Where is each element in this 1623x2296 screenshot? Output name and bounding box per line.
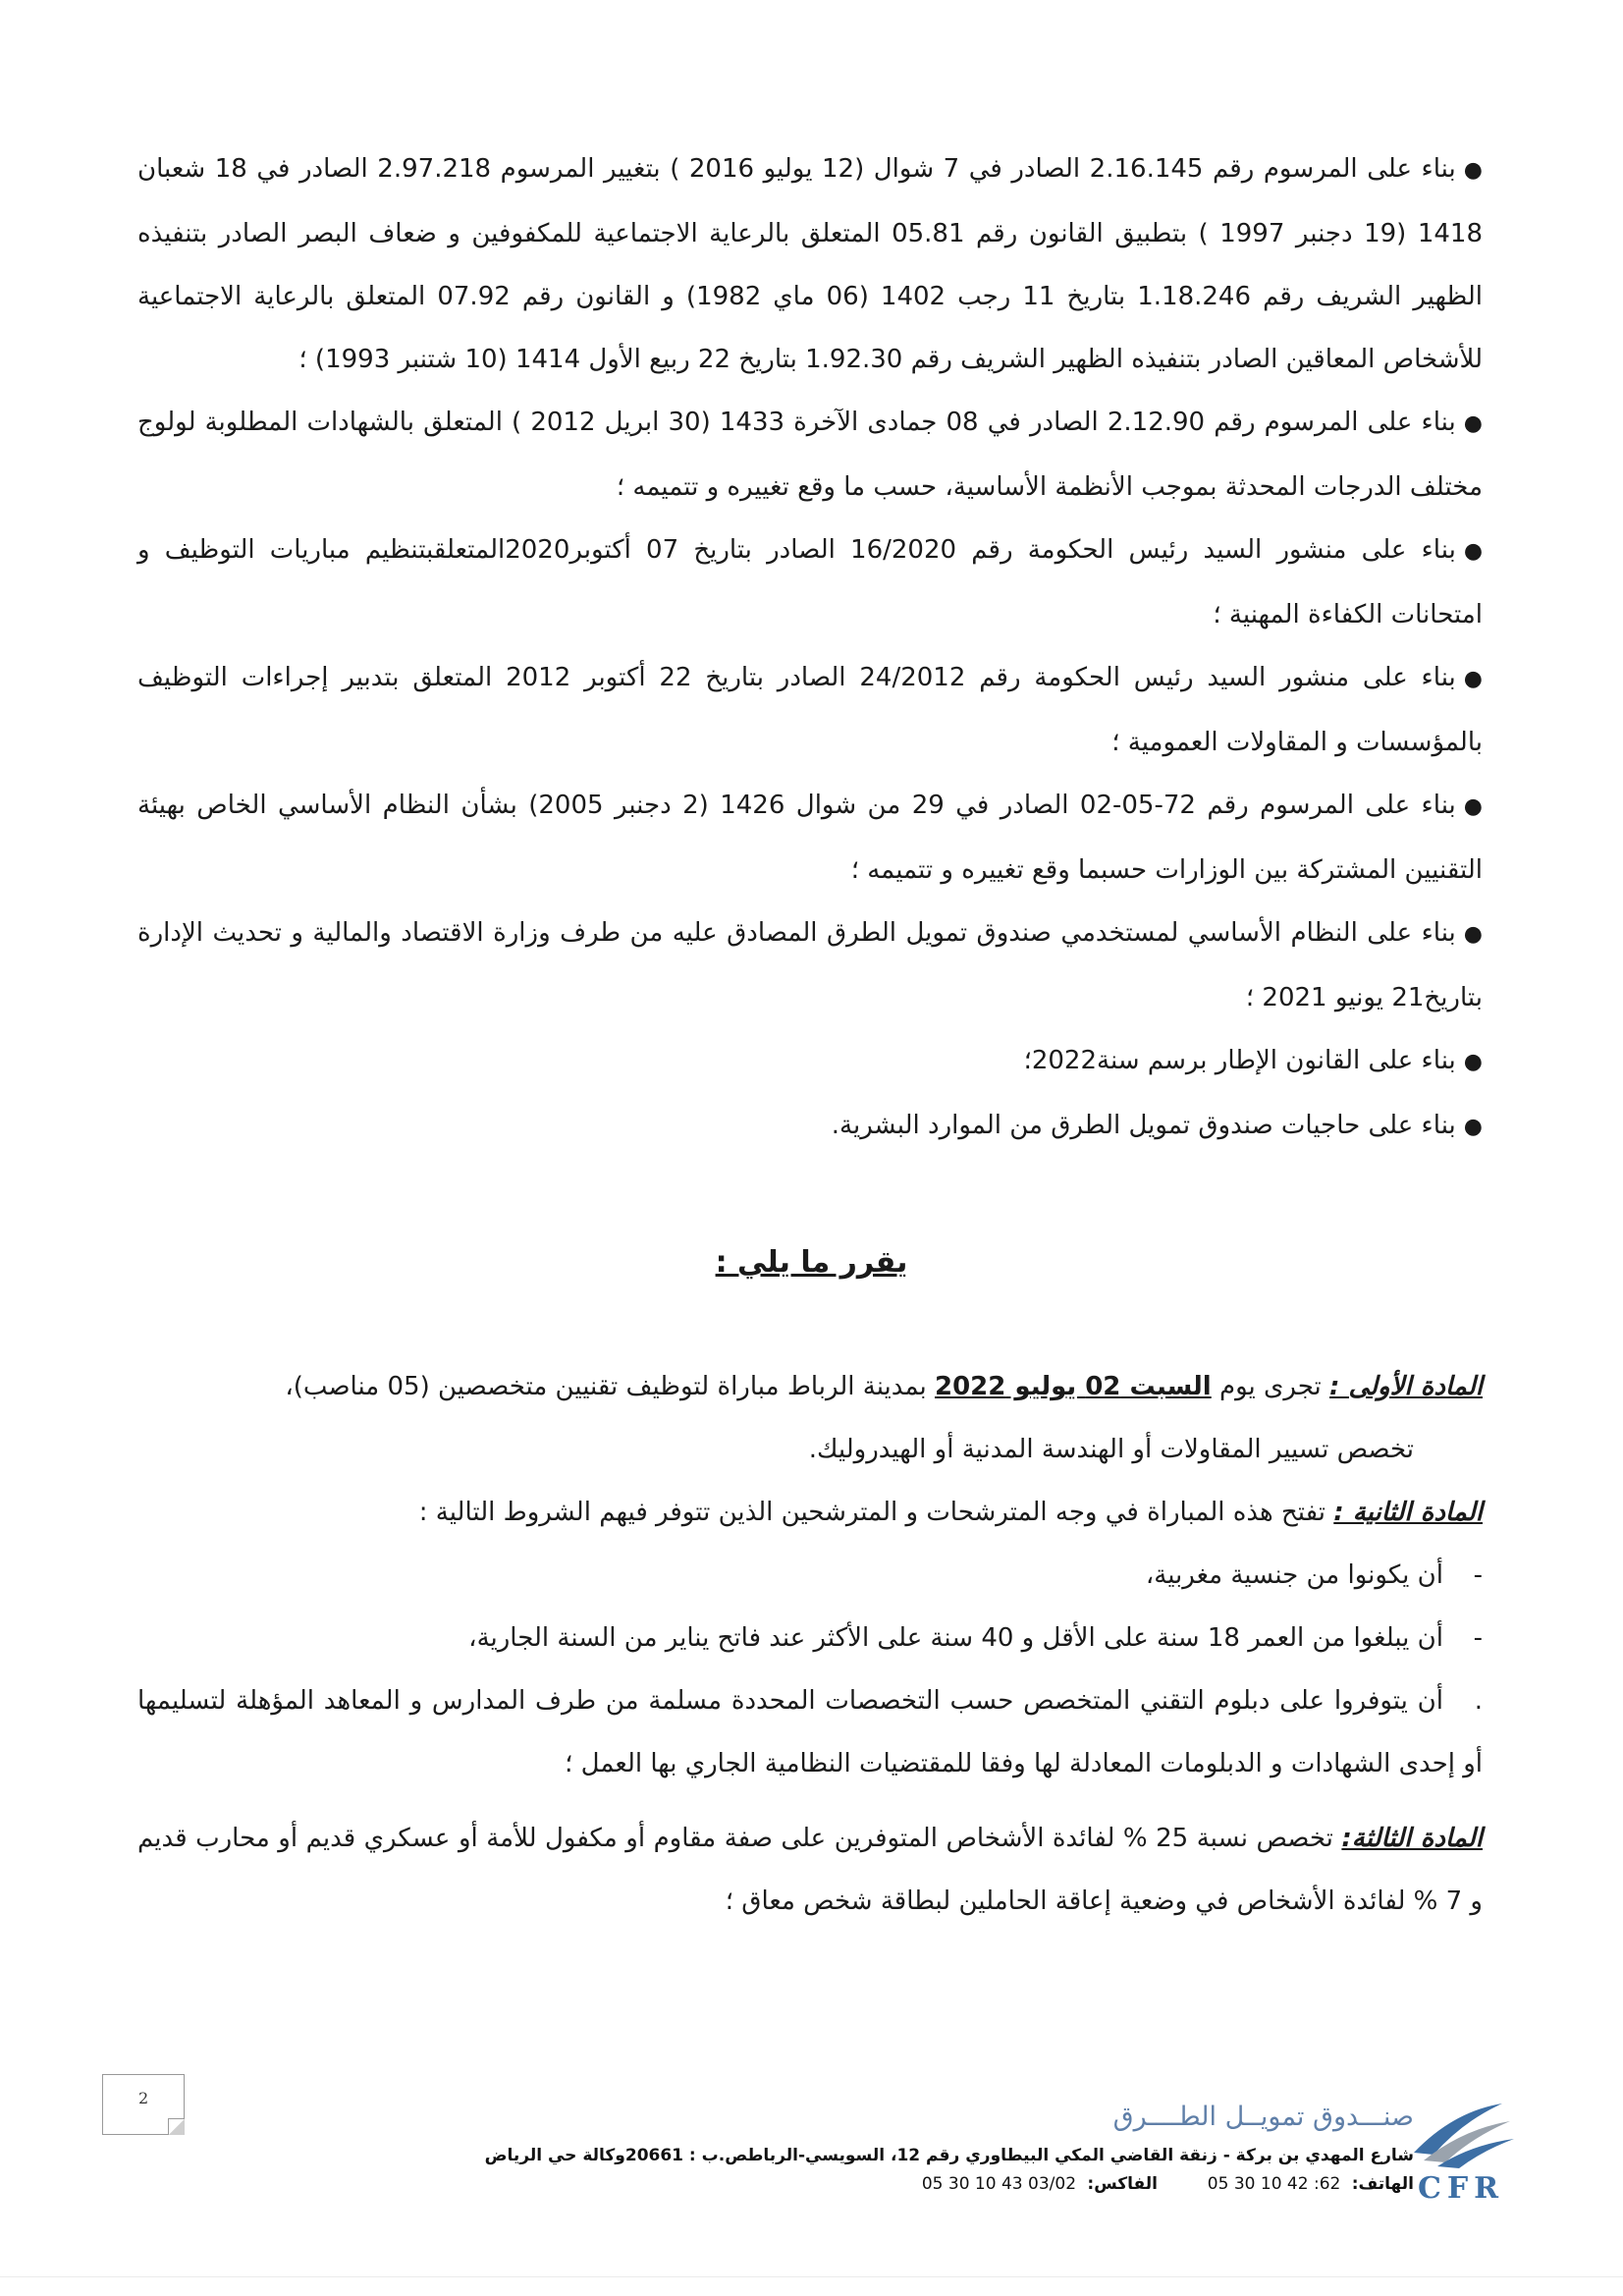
article-2-label: المادة الثانية : xyxy=(1333,1498,1483,1527)
condition-item: -أن يكونوا من جنسية مغربية، xyxy=(137,1544,1483,1607)
preamble-item: ●بناء على القانون الإطار برسم سنة2022؛ xyxy=(137,1029,1483,1094)
bullet-icon: ● xyxy=(1463,539,1484,564)
preamble-item: ●بناء على المرسوم رقم 2.12.90 الصادر في 08 جمادى الآخرة 1433 (30 ابريل 2012 ) المتعلق بالشهادات المطلوبة لولوج مختلف الدرجات المحدثة بموجب الأنظمة الأساسية، حسب ما وقع تغييره و تتميمه ؛ xyxy=(137,391,1483,519)
article-1-line2: تخصص تسيير المقاولات أو الهندسة المدنية أو الهيدروليك. xyxy=(808,1435,1414,1464)
page-fold-icon xyxy=(168,2118,185,2135)
dash-icon: - xyxy=(1473,1560,1483,1590)
preamble-list xyxy=(137,137,1483,1159)
bullet-icon: ● xyxy=(1463,1050,1483,1074)
phone-label: الهاتف: xyxy=(1351,2174,1414,2194)
organization-address: شارع المهدي بن بركة - زنقة القاضي المكي البيطاوري رقم 12، السويسي-الرباطص.ب : 20661وكالة حي الرياض xyxy=(484,2146,1414,2165)
bullet-icon: ● xyxy=(1463,922,1483,947)
exam-date: السبت 02 يوليو 2022 xyxy=(934,1372,1212,1401)
preamble-item: ●بناء على حاجيات صندوق تمويل الطرق من الموارد البشرية. xyxy=(137,1094,1483,1159)
dash-icon: - xyxy=(1473,1623,1483,1653)
bullet-icon: ● xyxy=(1463,794,1483,819)
dash-icon: . xyxy=(1474,1686,1483,1716)
bullet-icon: ● xyxy=(1463,158,1483,183)
article-1-label: المادة الأولى : xyxy=(1329,1372,1483,1401)
logo-text: CFR xyxy=(1417,2171,1505,2206)
organization-contacts xyxy=(844,2174,1414,2194)
phone-number: 62: 42 10 30 05 xyxy=(1207,2174,1341,2194)
article-2 xyxy=(137,1481,1483,1795)
article-3-label: المادة الثالثة: xyxy=(1341,1824,1483,1853)
article-1-text-a: تجرى يوم xyxy=(1218,1372,1322,1401)
article-2-text: تفتح هذه المباراة في وجه المترشحات و المترشحين الذين تتوفر فيهم الشروط التالية : xyxy=(418,1498,1325,1527)
page-edge xyxy=(0,2276,1623,2277)
preamble-item: ●بناء على منشور السيد رئيس الحكومة رقم 16/2020 الصادر بتاريخ 07 أكتوبر2020المتعلقبتنظيم مباريات التوظيف و امتحانات الكفاءة المهنية ؛ xyxy=(137,519,1483,646)
bullet-icon: ● xyxy=(1463,667,1483,691)
organization-name: صنـــدوق تمويــل الطــــرق xyxy=(1112,2102,1414,2132)
article-1 xyxy=(137,1355,1483,1481)
condition-item: -أن يبلغوا من العمر 18 سنة على الأقل و 40 سنة على الأكثر عند فاتح يناير من السنة الجارية، xyxy=(137,1607,1483,1669)
fax-label: الفاكس: xyxy=(1087,2174,1158,2194)
preamble-item: ●بناء على منشور السيد رئيس الحكومة رقم 24/2012 الصادر بتاريخ 22 أكتوبر 2012 المتعلق بتدبير إجراءات التوظيف بالمؤسسات و المقاولات العمومية ؛ xyxy=(137,646,1483,774)
page-number-box xyxy=(102,2074,185,2135)
article-3 xyxy=(137,1807,1483,1933)
preamble-item: ●بناء على النظام الأساسي لمستخدمي صندوق تمويل الطرق المصادق عليه من طرف وزارة الاقتصاد والمالية و تحديث الإدارة بتاريخ21 يونيو 2021 ؛ xyxy=(137,902,1483,1029)
page-number: 2 xyxy=(138,2089,149,2107)
fax-number: 03/02 43 10 30 05 xyxy=(921,2174,1077,2194)
decides-heading: يقرر ما يلي : xyxy=(715,1245,908,1280)
bullet-icon: ● xyxy=(1463,1115,1483,1139)
article-1-text-b: بمدينة الرباط مباراة لتوظيف تقنيين متخصصين (05 مناصب)، xyxy=(285,1372,927,1401)
preamble-item: ●بناء على المرسوم رقم 72-05-02 الصادر في 29 من شوال 1426 (2 دجنبر 2005) بشأن النظام الأساسي الخاص بهيئة التقنيين المشتركة بين الوزارات حسبما وقع تغييره و تتميمه ؛ xyxy=(137,774,1483,902)
articles xyxy=(137,1355,1483,1933)
condition-item: .أن يتوفروا على دبلوم التقني المتخصص حسب التخصصات المحددة مسلمة من طرف المدارس و المعاهد المؤهلة لتسليمها أو إحدى الشهادات و الدبلومات المعادلة لها وفقا للمقتضيات النظامية الجاري بها العمل ؛ xyxy=(137,1669,1483,1795)
cfr-logo xyxy=(1394,2092,1522,2210)
preamble-item: ●بناء على المرسوم رقم 2.16.145 الصادر في 7 شوال (12 يوليو 2016 ) بتغيير المرسوم 2.97.218 الصادر في 18 شعبان 1418 (19 دجنبر 1997 ) بتطبيق القانون رقم 05.81 المتعلق بالرعاية الاجتماعية للمكفوفين و ضعاف البصر الصادر بتنفيذه الظهير الشريف رقم 1.18.246 بتاريخ 11 رجب 1402 (06 ماي 1982) و القانون رقم 07.92 المتعلق بالرعاية الاجتماعية للأشخاص المعاقين الصادر بتنفيذه الظهير الشريف رقم 1.92.30 بتاريخ 22 ربيع الأول 1414 (10 شتنبر 1993) ؛ xyxy=(137,137,1483,391)
bullet-icon: ● xyxy=(1463,411,1483,436)
article-3-text: تخصص نسبة 25 % لفائدة الأشخاص المتوفرين على صفة مقاوم أو مكفول للأمة أو عسكري قديم أو محارب قديم و 7 % لفائدة الأشخاص في وضعية إعاقة الحاملين لبطاقة شخص معاق ؛ xyxy=(137,1824,1483,1916)
